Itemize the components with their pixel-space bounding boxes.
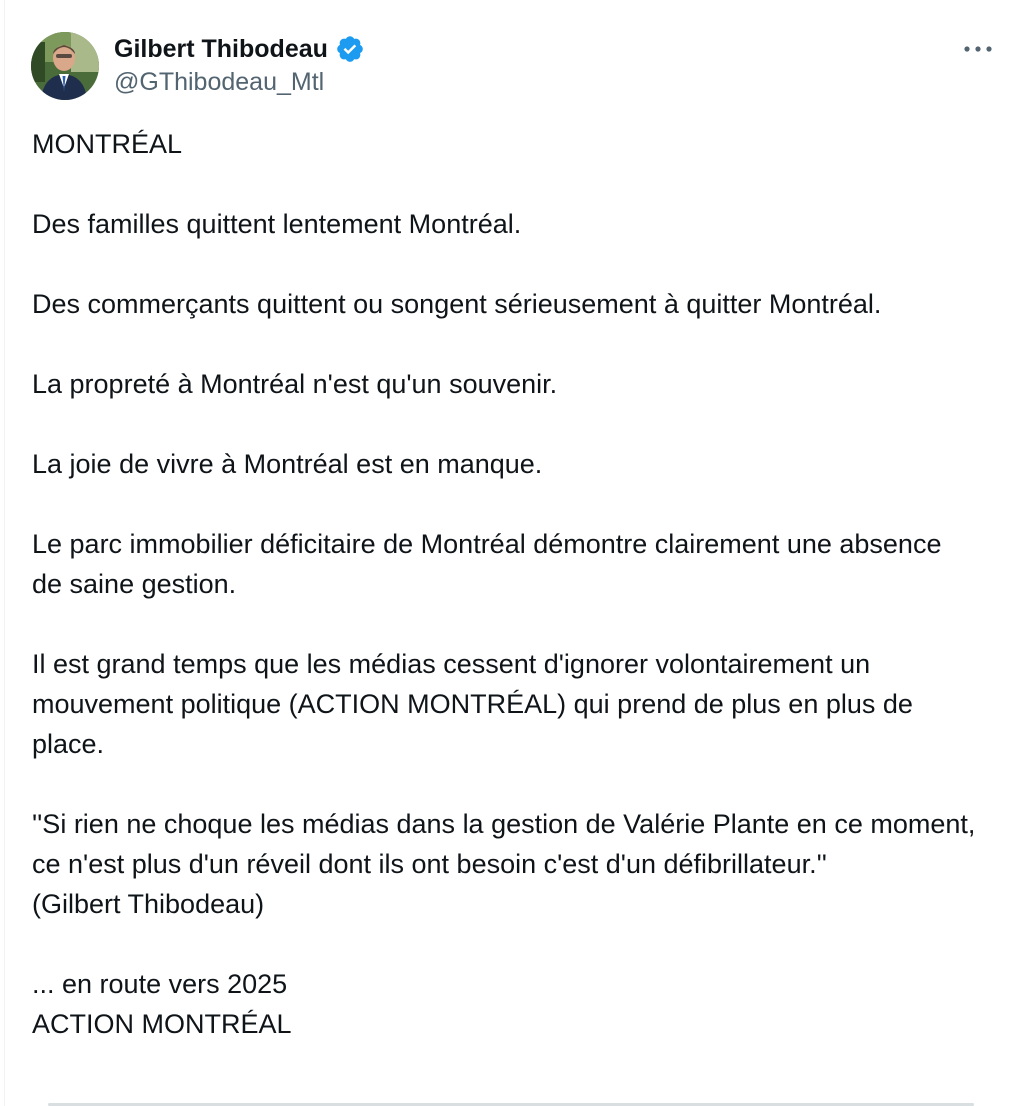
author-avatar[interactable] <box>31 32 99 100</box>
tweet-paragraph <box>32 524 977 604</box>
tweet-paragraph <box>32 964 977 1044</box>
tweet-line: MONTRÉAL <box>32 129 183 159</box>
tweet-line: La propreté à Montréal n'est qu'un souvenir. <box>32 369 558 399</box>
tweet-line: Des commerçants quittent ou songent sérieusement à quitter Montréal. <box>32 289 882 319</box>
more-options-icon[interactable] <box>956 34 1000 64</box>
author-handle[interactable]: @GThibodeau_Mtl <box>114 68 325 96</box>
tweet-line: Des familles quittent lentement Montréal. <box>32 209 522 239</box>
tweet-paragraph <box>32 444 977 484</box>
tweet-line: (Gilbert Thibodeau) <box>32 889 265 919</box>
author-name-row <box>114 30 365 68</box>
avatar-photo <box>31 32 99 100</box>
tweet-paragraph <box>32 644 977 764</box>
tweet-text <box>32 124 977 1084</box>
tweet-line: Le parc immobilier déficitaire de Montréal démontre clairement une absence de saine gestion. <box>32 529 942 599</box>
tweet-paragraph <box>32 204 977 244</box>
tweet-paragraph <box>32 364 977 404</box>
verified-badge-icon[interactable] <box>335 34 365 64</box>
author-display-name[interactable]: Gilbert Thibodeau <box>114 34 328 63</box>
tweet-line: ACTION MONTRÉAL <box>32 1009 292 1039</box>
tweet-line: La joie de vivre à Montréal est en manque. <box>32 449 543 479</box>
tweet-paragraph <box>32 284 977 324</box>
tweet-paragraph <box>32 124 977 164</box>
tweet-line: Il est grand temps que les médias cessent d'ignorer volontairement un mouvement politique (ACTION MONTRÉAL) qui prend de plus en plus de place. <box>32 649 913 759</box>
tweet-line: ''Si rien ne choque les médias dans la gestion de Valérie Plante en ce moment, ce n'est plus d'un réveil dont ils ont besoin c'est d'un défibrillateur.'' <box>32 809 976 879</box>
tweet-line: ... en route vers 2025 <box>32 969 288 999</box>
tweet-paragraph <box>32 804 977 924</box>
